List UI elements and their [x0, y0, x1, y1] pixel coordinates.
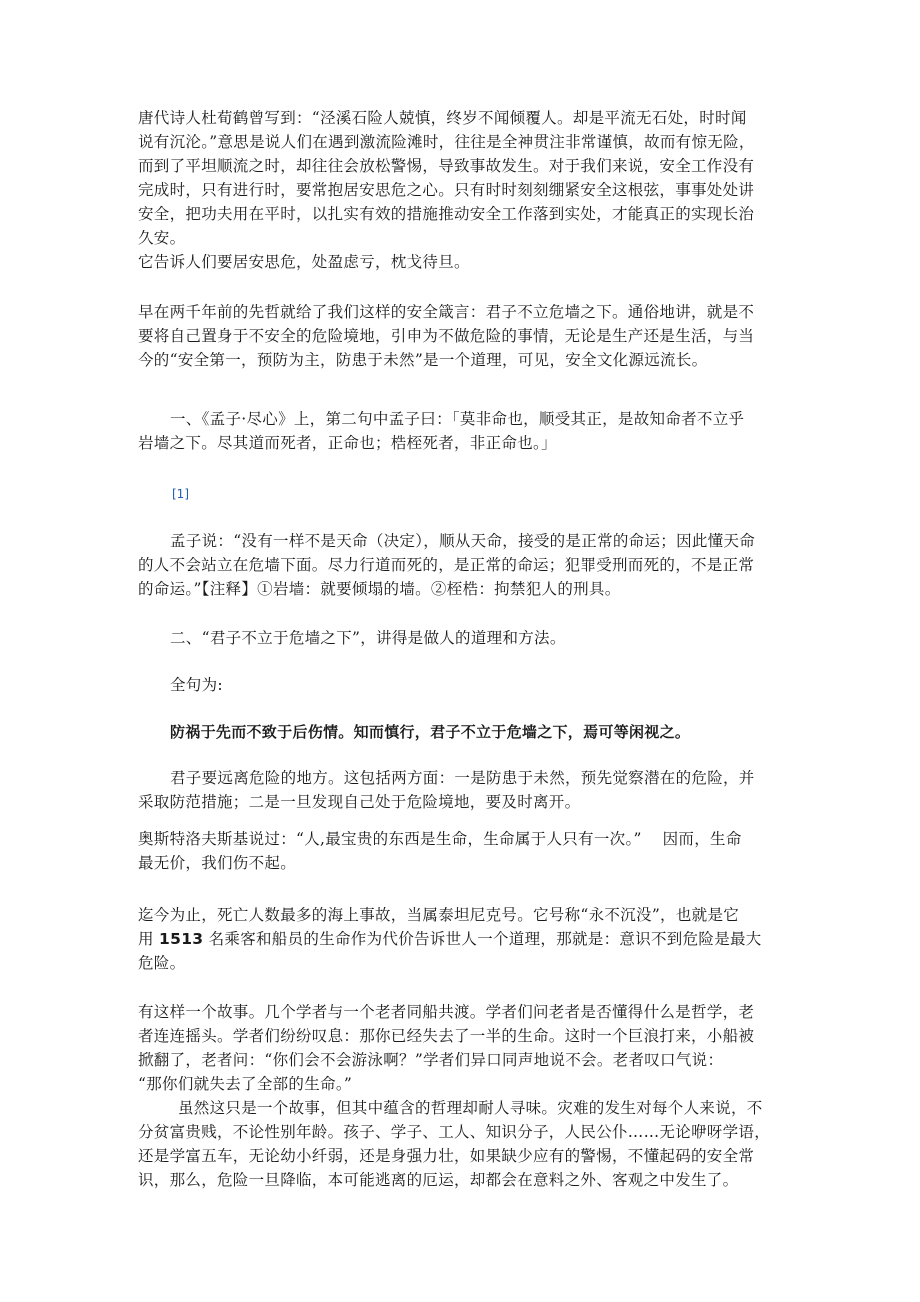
text-line: 有这样一个故事。几个学者与一个老者同船共渡。学者们问老者是否懂得什么是哲学，老 — [138, 1003, 755, 1021]
text-line: 防祸于先而不致于后伤情。知而慎行，君子不立于危墙之下，焉可等闲视之。 — [170, 723, 691, 741]
text-line — [138, 927, 783, 951]
text-line: 者连连摇头。学者们纷纷叹息：那你已经失去了一半的生命。这时一个巨浪打来，小船被 — [138, 1027, 755, 1045]
paragraph-gentleman-avoid-danger — [138, 766, 783, 814]
text-line: 二、“君子不立于危墙之下”，讲得是做人的道理和方法。 — [170, 629, 566, 647]
paragraph-ancient-motto — [138, 300, 783, 372]
text-line: 迄今为止，死亡人数最多的海上事故，当属泰坦尼克号。它号称“永不沉没”，也就是它 — [138, 906, 740, 924]
text-fragment: 名乘客和船员的生命作为代价告诉世人一个道理，那就是：意识不到危险是最大 — [203, 930, 762, 948]
text-line: 还是学富五车，无论幼小纤弱，还是身强力壮，如果缺少应有的警惕，不懂起码的安全常 — [138, 1147, 755, 1165]
text-line: 唐代诗人杜荀鹤曾写到：“泾溪石险人兢慎，终岁不闻倾覆人。却是平流无石处，时时闻 — [138, 109, 747, 127]
text-line: 说有沉沦。”意思是说人们在遇到激流险滩时，往往是全神贯注非常谨慎，故而有惊无险， — [138, 133, 755, 151]
paragraph-mencius-translation — [138, 529, 783, 601]
text-line: 完成时，只有进行时，要常抱居安思危之心。只有时时刻刻绷紧安全这根弦，事事处处讲 — [138, 181, 755, 199]
text-line: 掀翻了，老者问：“你们会不会游泳啊？”学者们异口同声地说不会。老者叹口气说： — [138, 1051, 724, 1069]
paragraph-story-reflection — [138, 1096, 783, 1192]
paragraph-bold-motto — [138, 720, 783, 744]
text-line: 虽然这只是一个故事，但其中蕴含的哲理却耐人寻味。灾难的发生对每个人来说，不 — [178, 1099, 763, 1117]
footnote-reference-link[interactable]: [1] — [172, 487, 189, 501]
text-line: “那你们就失去了全部的生命。” — [138, 1075, 353, 1093]
paragraph-mencius-quote — [138, 407, 783, 455]
paragraph-ostrovsky-quote — [138, 827, 783, 875]
text-line: 的人不会站立在危墙下面。尽力行道而死的，是正常的命运；犯罪受刑而死的，不是正常 — [138, 556, 755, 574]
text-line: 早在两千年前的先哲就给了我们这样的安全箴言：君子不立危墙之下。通俗地讲，就是不 — [138, 303, 755, 321]
paragraph-titanic — [138, 903, 783, 975]
text-fragment: 用 — [138, 930, 160, 948]
text-line: 孟子说：“没有一样不是天命（决定），顺从天命，接受的是正常的命运；因此懂天命 — [170, 532, 756, 550]
paragraph-poem-intro — [138, 106, 783, 274]
text-line: 君子要远离危险的地方。这包括两方面：一是防患于未然，预先觉察潜在的危险，并 — [170, 769, 755, 787]
text-line: 而到了平坦顺流之时，却往往会放松警惕，导致事故发生。对于我们来说，安全工作没有 — [138, 157, 755, 175]
text-line: 识，那么，危险一旦降临，本可能逃离的厄运，却都会在意料之外、客观之中发生了。 — [138, 1171, 739, 1189]
text-line: 岩墙之下。尽其道而死者，正命也；梏桎死者，非正命也。」 — [138, 434, 557, 452]
paragraph-section-two — [138, 626, 783, 650]
paragraph-full-sentence-label — [138, 673, 783, 697]
text-line: 它告诉人们要居安思危，处盈虑亏，枕戈待旦。 — [138, 253, 470, 271]
text-line: 全句为: — [170, 676, 223, 694]
text-line: 采取防范措施；二是一旦发现自己处于危险境地，要及时离开。 — [138, 793, 581, 811]
text-line: 危险。 — [138, 954, 186, 972]
text-line: 分贫富贵贱，不论性别年龄。孩子、学子、工人、知识分子，人民公仆……无论咿呀学语， — [138, 1123, 771, 1141]
text-line: 的命运。”【注释】①岩墙：就要倾塌的墙。②桎梏：拘禁犯人的刑具。 — [138, 580, 621, 598]
text-line: 奥斯特洛夫斯基说过：“人,最宝贵的东西是生命，生命属于人只有一次。” 因而，生命 — [138, 830, 742, 848]
text-line: 安全，把功夫用在平时，以扎实有效的措施推动安全工作落到实处，才能真正的实现长治 — [138, 205, 755, 223]
text-line: 久安。 — [138, 229, 186, 247]
paragraph-story — [138, 1000, 783, 1096]
passenger-count: 1513 — [159, 930, 204, 948]
text-line: 一、《孟子·尽心》上，第二句中孟子曰：「莫非命也，顺受其正，是故知命者不立乎 — [170, 410, 745, 428]
text-line: 要将自己置身于不安全的危险境地，引申为不做危险的事情，无论是生产还是生活，与当 — [138, 327, 755, 345]
text-line: 最无价，我们伤不起。 — [138, 854, 297, 872]
text-line: 今的“安全第一，预防为主，防患于未然”是一个道理，可见，安全文化源远流长。 — [138, 351, 708, 369]
